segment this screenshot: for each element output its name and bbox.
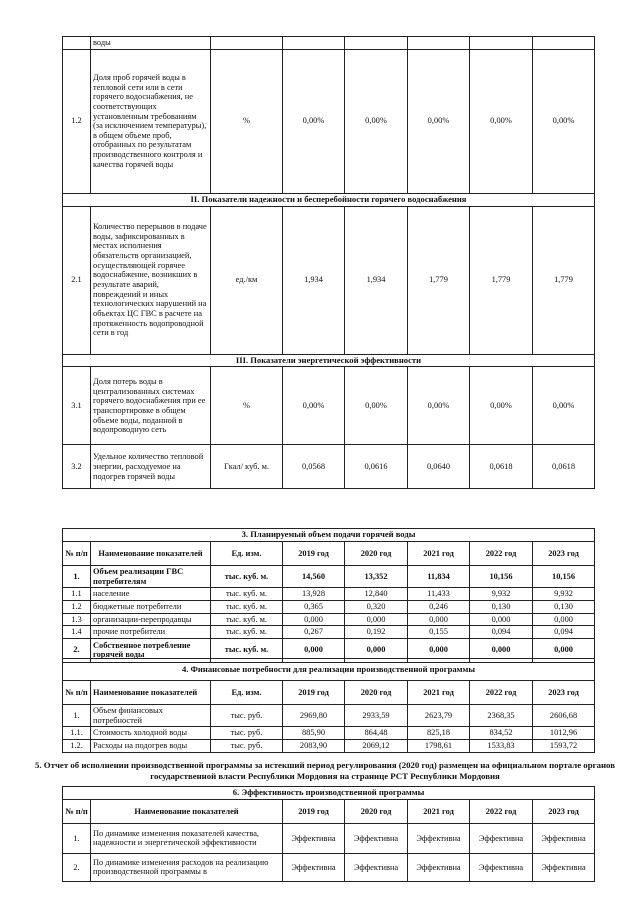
col-header-year: 2023 год xyxy=(533,799,595,823)
value-cell: 1,779 xyxy=(533,206,595,354)
col-header-year: 2020 год xyxy=(345,681,408,705)
value-cell: 1,779 xyxy=(470,206,533,354)
row-number: 1.2. xyxy=(63,739,91,752)
section-header-row xyxy=(63,787,595,800)
col-header-unit: Ед. изм. xyxy=(211,541,283,565)
value-cell: 0,00% xyxy=(470,49,533,193)
value-cell: 9,932 xyxy=(533,588,595,601)
col-header-year: 2019 год xyxy=(283,799,345,823)
indicator-name: Количество перерывов в подаче воды, зафиксированных в местах исполнения обязательств организацией, осуществляющей горячее водоснабжение, возникших в результате аварий, повреждений и иных технологических нарушений на объектах ЦС ГВС в расчете на протяженность водопроводной сети в год xyxy=(91,206,211,354)
unit-cell: тыс. куб. м. xyxy=(211,588,283,601)
col-header-name: Наименование показателей xyxy=(91,799,283,823)
value-cell: 0,320 xyxy=(345,600,408,613)
value-cell: 0,000 xyxy=(345,638,408,662)
value-cell: 0,00% xyxy=(408,367,470,445)
row-number: 1.2 xyxy=(63,49,91,193)
section-header-row xyxy=(63,529,595,542)
value-cell: 834,52 xyxy=(470,727,533,740)
table-row xyxy=(63,37,595,50)
value-cell: Эффективна xyxy=(345,853,408,881)
value-cell: 0,155 xyxy=(408,626,470,639)
unit-cell: тыс. руб. xyxy=(211,739,283,752)
table-row xyxy=(63,445,595,489)
unit-cell: ед./км xyxy=(211,206,283,354)
unit-cell: тыс. руб. xyxy=(211,705,283,727)
value-cell: 864,48 xyxy=(345,727,408,740)
value-cell: Эффективна xyxy=(533,853,595,881)
unit-cell: тыс. куб. м. xyxy=(211,613,283,626)
unit-cell: Гкал/ куб. м. xyxy=(211,445,283,489)
col-header-year: 2023 год xyxy=(533,541,595,565)
table-header-row xyxy=(63,541,595,565)
table-header-row xyxy=(63,681,595,705)
row-number: 1. xyxy=(63,823,91,853)
value-cell: 1012,96 xyxy=(533,727,595,740)
table-row xyxy=(63,727,595,740)
unit-cell: % xyxy=(211,49,283,193)
indicator-name: население xyxy=(91,588,211,601)
value-cell: 0,0618 xyxy=(533,445,595,489)
col-header-year: 2023 год xyxy=(533,681,595,705)
value-cell: Эффективна xyxy=(470,823,533,853)
value-cell: 0,192 xyxy=(345,626,408,639)
value-cell: 0,00% xyxy=(345,367,408,445)
indicator-name: бюджетные потребители xyxy=(91,600,211,613)
value-cell: 2623,79 xyxy=(408,705,470,727)
value-cell: 0,000 xyxy=(408,613,470,626)
col-header-year: 2019 год xyxy=(283,681,345,705)
value-cell: 825,18 xyxy=(408,727,470,740)
section-title: 4. Финансовые потребности для реализации производственной программы xyxy=(63,659,595,681)
table-row xyxy=(63,565,595,587)
value-cell: 2083,90 xyxy=(283,739,345,752)
value-cell: Эффективна xyxy=(345,823,408,853)
col-header-year: 2021 год xyxy=(408,799,470,823)
value-cell: 0,000 xyxy=(470,613,533,626)
value-cell: 11,834 xyxy=(408,565,470,587)
value-cell: 1,934 xyxy=(283,206,345,354)
value-cell: 0,0568 xyxy=(283,445,345,489)
table-row xyxy=(63,853,595,881)
value-cell: 2069,12 xyxy=(345,739,408,752)
row-number: 1.1. xyxy=(63,727,91,740)
value-cell: 0,00% xyxy=(345,49,408,193)
value-cell: 1533,83 xyxy=(470,739,533,752)
value-cell: Эффективна xyxy=(283,823,345,853)
value-cell: 0,00% xyxy=(283,367,345,445)
value-cell: 14,560 xyxy=(283,565,345,587)
col-header-year: 2022 год xyxy=(470,681,533,705)
indicator-name: Удельное количество тепловой энергии, расходуемое на подогрев горячей воды xyxy=(91,445,211,489)
value-cell: 13,928 xyxy=(283,588,345,601)
unit-cell: тыс. руб. xyxy=(211,727,283,740)
col-header-number: № п/п xyxy=(63,799,91,823)
indicator-name: Доля потерь воды в централизованных системах горячего водоснабжения при ее транспортировке в общем объеме воды, поданной в водопроводную сеть xyxy=(91,367,211,445)
row-number: 1.2 xyxy=(63,600,91,613)
value-cell: 0,000 xyxy=(283,613,345,626)
section-title: 3. Планируемый объем подачи горячей воды xyxy=(63,529,595,542)
value-cell: 9,932 xyxy=(470,588,533,601)
indicator-name: По динамике изменения показателей качества, надежности и энергетической эффективности xyxy=(91,823,283,853)
indicator-name: Собственное потребление горячей воды xyxy=(91,638,211,662)
value-cell: 0,130 xyxy=(470,600,533,613)
col-header-year: 2019 год xyxy=(283,541,345,565)
col-header-name: Наименование показателей xyxy=(91,681,211,705)
efficiency-table xyxy=(62,786,595,882)
value-cell: 2933,59 xyxy=(345,705,408,727)
value-cell: 0,00% xyxy=(533,49,595,193)
section-header-row xyxy=(63,659,595,681)
value-cell: 0,0640 xyxy=(408,445,470,489)
financial-needs-table xyxy=(62,658,595,753)
value-cell: 1,779 xyxy=(408,206,470,354)
col-header-year: 2022 год xyxy=(470,799,533,823)
value-cell: 1798,61 xyxy=(408,739,470,752)
planned-volume-table xyxy=(62,528,595,663)
indicator-name: По динамике изменения расходов на реализацию производственной программы в xyxy=(91,853,283,881)
table-row xyxy=(63,613,595,626)
report-note: 5. Отчет об исполнении производственной программы за истекший период регулирования (2020 год) размещен на официальном портале органов государственной власти Республики Мордовия на странице РСТ Республики Мордовия xyxy=(35,760,615,781)
value-cell: Эффективна xyxy=(408,823,470,853)
col-header-unit: Ед. изм. xyxy=(211,681,283,705)
indicators-table xyxy=(62,36,595,489)
table-row xyxy=(63,626,595,639)
value-cell: 0,00% xyxy=(408,49,470,193)
indicator-name: Объем реализации ГВС потребителям xyxy=(91,565,211,587)
unit-cell: тыс. куб. м. xyxy=(211,600,283,613)
table-row xyxy=(63,588,595,601)
value-cell: 0,000 xyxy=(470,638,533,662)
value-cell: 0,000 xyxy=(345,613,408,626)
value-cell: 0,000 xyxy=(408,638,470,662)
row-number: 2. xyxy=(63,638,91,662)
section-header: II. Показатели надежности и бесперебойности горячего водоснабжения xyxy=(63,193,595,206)
value-cell: 13,352 xyxy=(345,565,408,587)
value-cell: 0,267 xyxy=(283,626,345,639)
row-number: 1.4 xyxy=(63,626,91,639)
value-cell: 0,000 xyxy=(533,638,595,662)
value-cell: Эффективна xyxy=(408,853,470,881)
table-row xyxy=(63,367,595,445)
section-header-row xyxy=(63,354,595,367)
table-row xyxy=(63,49,595,193)
row-number: 2.1 xyxy=(63,206,91,354)
value-cell: 2606,68 xyxy=(533,705,595,727)
value-cell: 0,000 xyxy=(533,613,595,626)
indicator-name: воды xyxy=(91,37,211,50)
col-header-year: 2021 год xyxy=(408,681,470,705)
indicator-name: прочие потребители xyxy=(91,626,211,639)
value-cell: 0,0616 xyxy=(345,445,408,489)
col-header-year: 2022 год xyxy=(470,541,533,565)
indicator-name: Объем финансовых потребностей xyxy=(91,705,211,727)
row-number: 1. xyxy=(63,565,91,587)
row-number: 3.1 xyxy=(63,367,91,445)
table-header-row xyxy=(63,799,595,823)
value-cell: 0,00% xyxy=(470,367,533,445)
unit-cell: тыс. куб. м. xyxy=(211,638,283,662)
row-number: 1.1 xyxy=(63,588,91,601)
value-cell: 0,365 xyxy=(283,600,345,613)
value-cell: 0,0618 xyxy=(470,445,533,489)
value-cell: Эффективна xyxy=(470,853,533,881)
col-header-year: 2020 год xyxy=(345,799,408,823)
table-row xyxy=(63,705,595,727)
table-row xyxy=(63,823,595,853)
section-header-row xyxy=(63,193,595,206)
indicator-name: организации-перепродавцы xyxy=(91,613,211,626)
section-header: III. Показатели энергетической эффективности xyxy=(63,354,595,367)
value-cell: 2969,80 xyxy=(283,705,345,727)
col-header-number: № п/п xyxy=(63,541,91,565)
value-cell: 1,934 xyxy=(345,206,408,354)
col-header-year: 2021 год xyxy=(408,541,470,565)
unit-cell: тыс. куб. м. xyxy=(211,565,283,587)
table-row xyxy=(63,600,595,613)
value-cell: 0,094 xyxy=(533,626,595,639)
row-number: 3.2 xyxy=(63,445,91,489)
value-cell: 0,246 xyxy=(408,600,470,613)
col-header-number: № п/п xyxy=(63,681,91,705)
unit-cell: тыс. куб. м. xyxy=(211,626,283,639)
row-number: 1.3 xyxy=(63,613,91,626)
value-cell: Эффективна xyxy=(283,853,345,881)
indicator-name: Расходы на подогрев воды xyxy=(91,739,211,752)
value-cell: 10,156 xyxy=(470,565,533,587)
value-cell: 2368,35 xyxy=(470,705,533,727)
unit-cell: % xyxy=(211,367,283,445)
row-number: 1. xyxy=(63,705,91,727)
value-cell: 11,433 xyxy=(408,588,470,601)
row-number: 2. xyxy=(63,853,91,881)
table-row xyxy=(63,739,595,752)
value-cell: 0,000 xyxy=(283,638,345,662)
value-cell: 0,130 xyxy=(533,600,595,613)
value-cell: 0,094 xyxy=(470,626,533,639)
value-cell: 885,90 xyxy=(283,727,345,740)
value-cell: 10,156 xyxy=(533,565,595,587)
indicator-name: Стоимость холодной воды xyxy=(91,727,211,740)
value-cell: Эффективна xyxy=(533,823,595,853)
value-cell: 1593,72 xyxy=(533,739,595,752)
value-cell: 0,00% xyxy=(533,367,595,445)
value-cell: 12,840 xyxy=(345,588,408,601)
section-title: 6. Эффективность производственной программы xyxy=(63,787,595,800)
col-header-year: 2020 год xyxy=(345,541,408,565)
table-row xyxy=(63,206,595,354)
value-cell: 0,00% xyxy=(283,49,345,193)
col-header-name: Наименование показателей xyxy=(91,541,211,565)
indicator-name: Доля проб горячей воды в тепловой сети или в сети горячего водоснабжения, не соответствующих установленным требованиям (за исключением температуры), в общем объеме проб, отобранных по результатам производственного контроля и качества горячей воды xyxy=(91,49,211,193)
